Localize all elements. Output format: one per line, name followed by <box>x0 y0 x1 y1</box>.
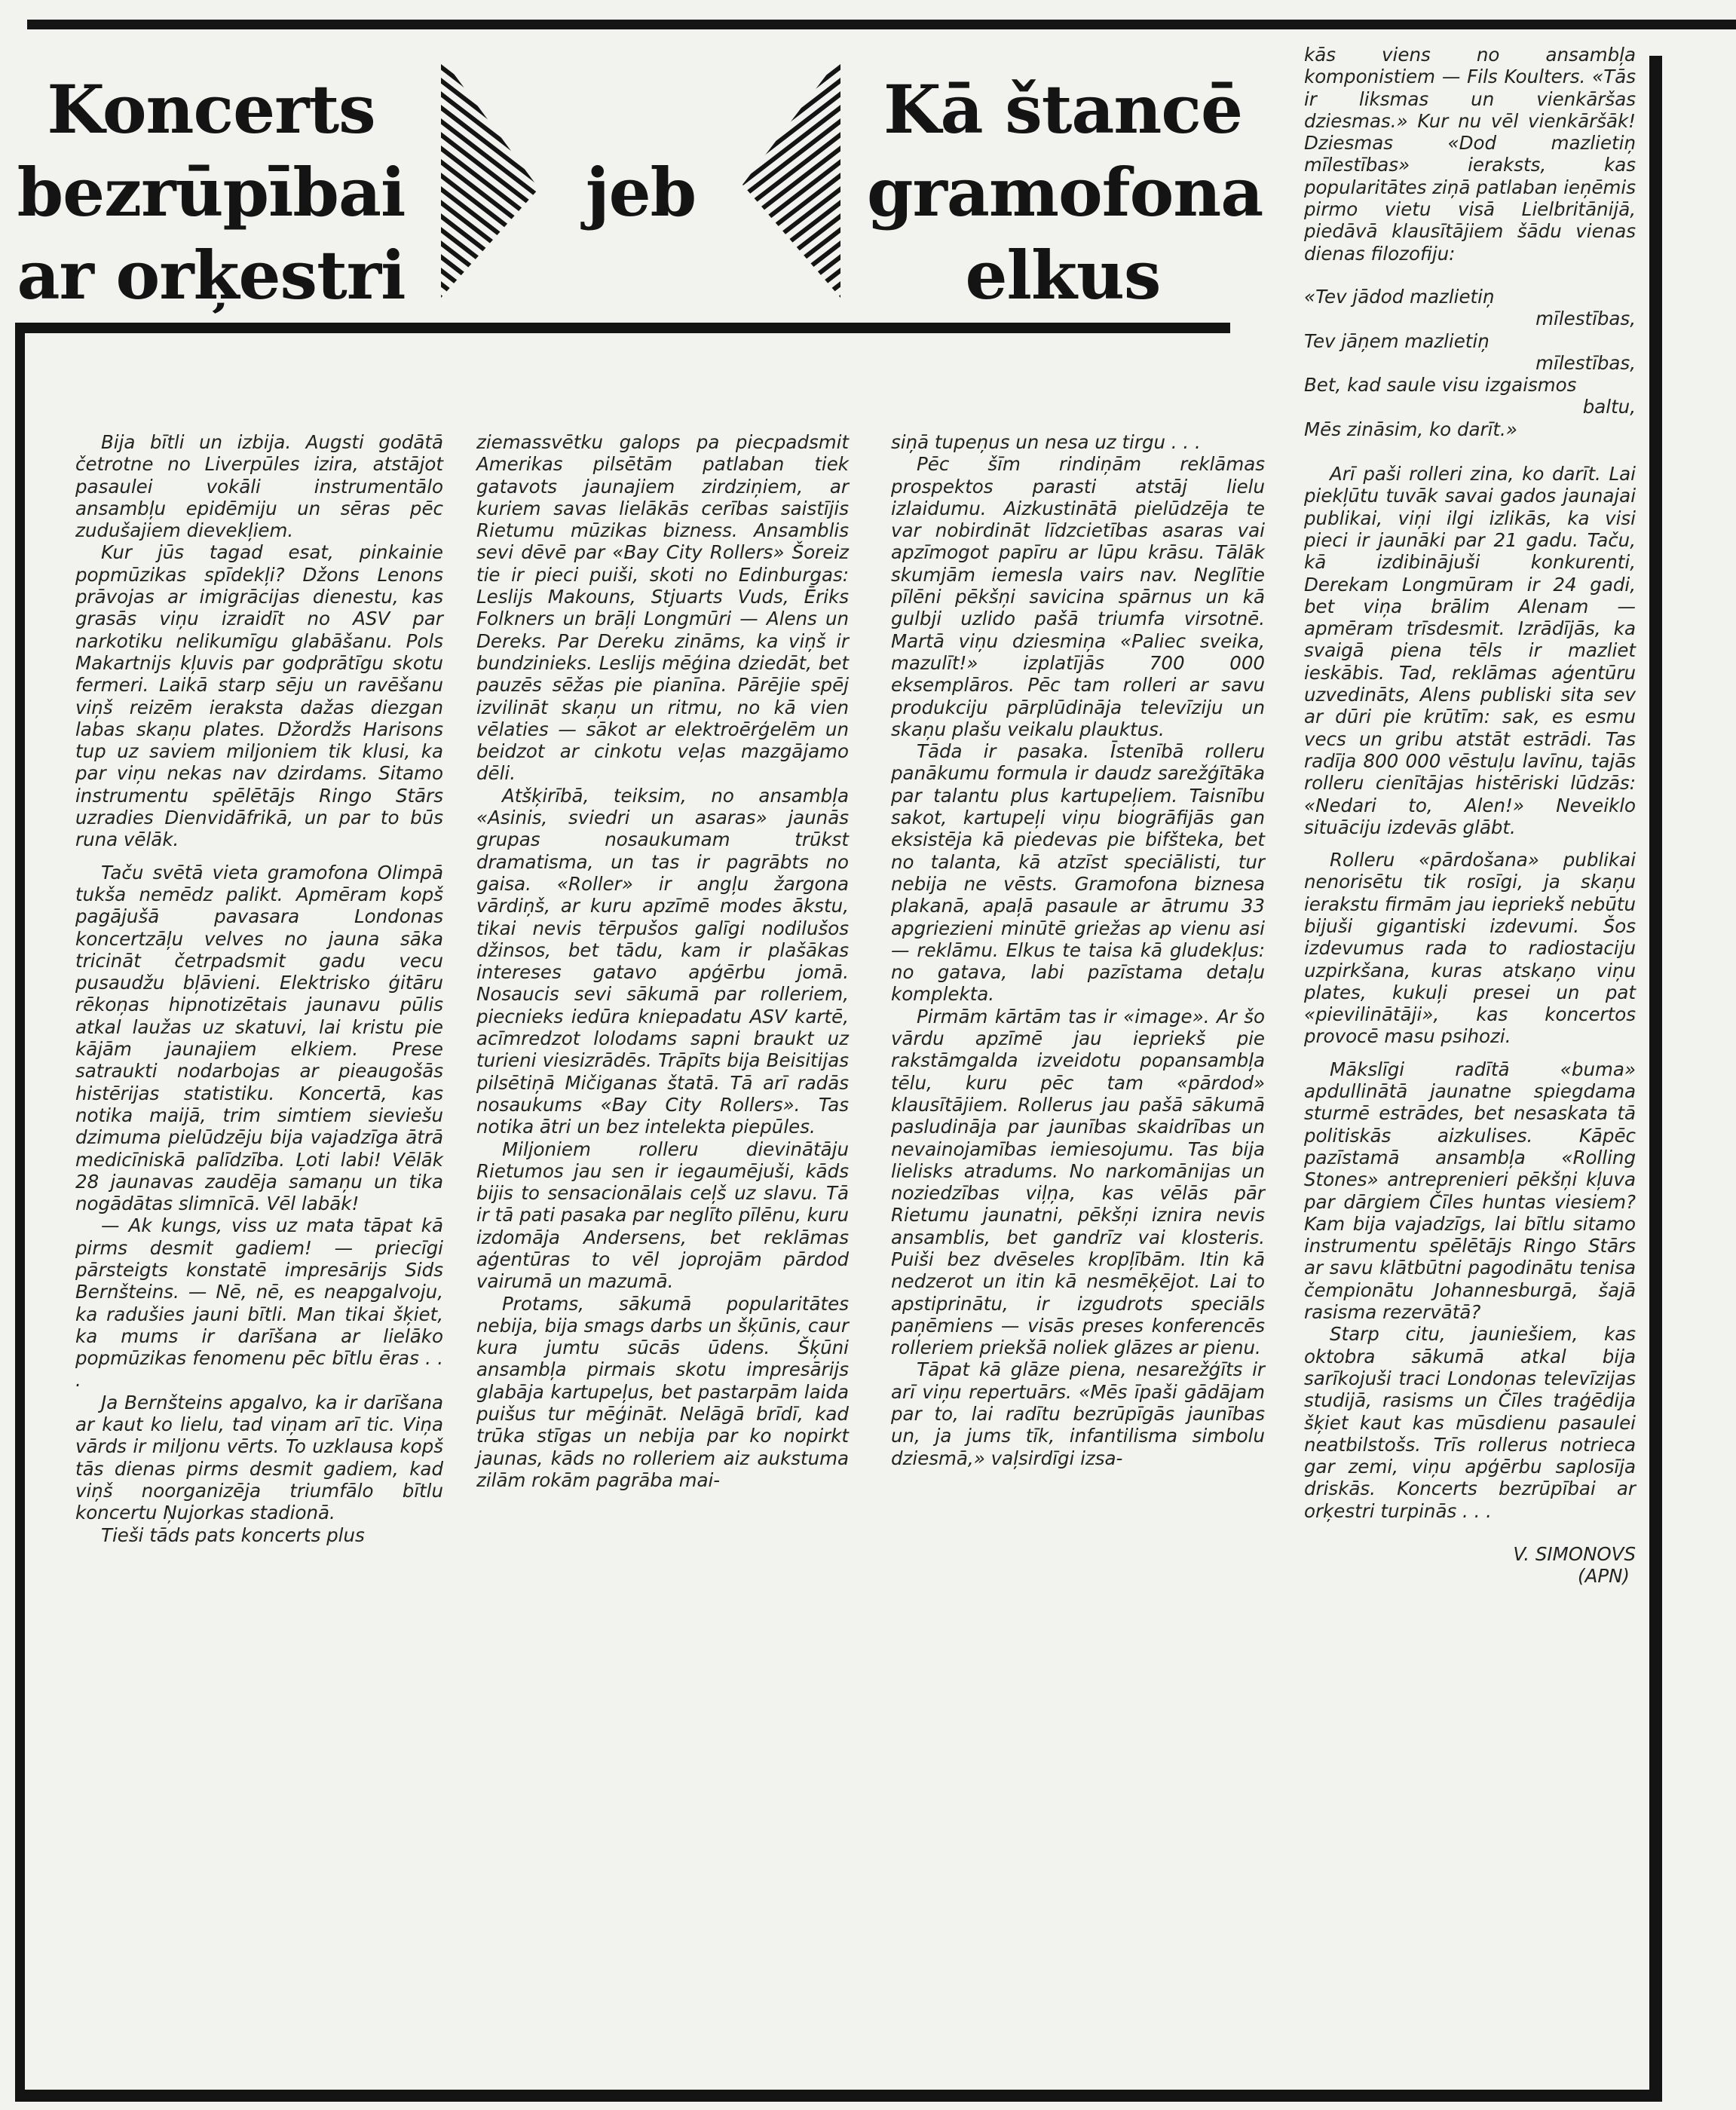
article-column-1 <box>75 431 443 1546</box>
top-rule <box>27 20 1736 29</box>
paragraph: — Ak kungs, viss uz mata tāpat kā pirms desmit gadiem! — priecīgi pārsteigts konstatē impresārijs Sids Bernšteins. — Nē, nē, es neapgalvoju, ka radušies jauni bītli. Man tikai šķiet, ka mums ir darīšana ar lielāko popmūzikas fenomenu pēc bītlu ēras . . . <box>75 1214 443 1392</box>
paragraph: Starp citu, jauniešiem, kas oktobra sākumā atkal bija sarīkojuši traci Londonas televīzijas studijā, rasisms un Čīles traģēdija šķiet kaut kas mūsdienu pasaulei neatbilstošs. Trīs rollerus notrieca gar zemi, viņu apģērbu saplosīja driskās. Koncerts bezrūpībai ar orķestri turpinās . . . <box>1304 1323 1636 1522</box>
paragraph: Tieši tāds pats koncerts plus <box>101 1524 365 1546</box>
headline-right-line: Kā štancē <box>883 70 1242 149</box>
song-quote <box>1304 286 1636 440</box>
headline-middle-word: jeb <box>585 153 697 231</box>
song-line: Tev jāņem mazlietiņ <box>1304 329 1490 352</box>
article-column-3 <box>891 431 1265 1469</box>
paragraph: Kur jūs tagad esat, pinkainie popmūzikas spīdekļi? Džons Lenons prāvojas ar imigrācijas dienestu, kas grasās viņu izraidīt no ASV par narkotiku nelikumīgu glabāšanu. Pols Makartnijs kļuvis par godprātīgu skotu fermeri. Laikā starp sēju un ravēšanu viņš reizēm ieraksta dažas diezgan labas skaņu plates. Džordžs Harisons tup uz saviem miljoniem tik klusi, ka par viņu nekas nav dzirdams. Sitamo instrumentu spēlētājs Ringo Stārs uzradies Dienvidāfrikā, un par to būs runa vēlāk. <box>75 541 443 851</box>
paragraph: Bija bītli un izbija. Augsti godātā četrotne no Liverpūles izira, atstājot pasaulei vokāli instrumentālo ansambļu epidēmiju un sēras pēc zudušajiem dievekļiem. <box>75 431 443 542</box>
paragraph: Protams, sākumā popularitātes nebija, bija smags darbs un šķūnis, caur kura jumtu sūcās ūdens. Šķūni ansambļa pirmais skotu impresārijs glabāja kartupeļus, bet pastarpām laida puišus tur mēģināt. Nelāgā brīdī, kad trūka stīgas un nebija par ko nopirkt jaunas, kāds no rolleriem aiz aukstuma zilām rokām pagrāba mai- <box>476 1292 849 1491</box>
paragraph: Mākslīgi radītā «buma» apdullinātā jaunatne spiegdama sturmē estrādes, bet nesaskata tā politiskās aizkulises. Kāpēc pazīstamā ansambļa «Rolling Stones» antreprenieri pēkšņi kļuva par dārgiem Čīles huntas viesiem? Kam bija vajadzīgs, lai bītlu sitamo instrumentu spēlētājs Ringo Stārs ar savu klātbūtni pagodinātu tenisa čempionātu Johannesburgā, šajā rasisma rezervātā? <box>1304 1058 1636 1324</box>
song-line: mīlestības, <box>1535 351 1636 374</box>
frame-right-border <box>1649 56 1662 2102</box>
paragraph: kās viens no ansambļa komponistiem — Fils Koulters. «Tās ir liksmas un vienkāršas dziesmas.» Kur nu vēl vienkāršāk! Dziesmas «Dod mazlietiņ mīlestības» ieraksts, kas popularitātes ziņā patlaban ieņēmis pirmo vietu visā Lielbritānijā, piedāvā klausītājiem šādu vienas dienas filozofiju: <box>1304 44 1636 265</box>
byline <box>1304 1543 1636 1588</box>
paragraph: Miljoniem rolleru dievinātāju Rietumos jau sen ir iegaumējuši, kāds bijis to sensacionālais ceļš uz slavu. Tā ir tā pati pasaka par neglīto pīlēnu, kuru izdomāja Andersens, bet reklāmas aģentūras to vēl joprojām pārdod vairumā un mazumā. <box>476 1138 849 1293</box>
paragraph: Atšķirībā, teiksim, no ansambļa «Asinis, sviedri un asaras» jaunās grupas nosaukumam trūkst dramatisma, un tas ir pagrābts no gaisa. «Roller» ir angļu žargona vārdiņš, ar kuru apzīmē modes ākstu, tikai nevis tērpušos galīgi nodilušos džinsos, bet tādu, kam ir plašākas intereses gatavo apģērbu jomā. Nosaucis sevi sākumā par rolleriem, piecnieks iedūra kniepadatu ASV kartē, acīmredzot lolodams sapni braukt uz turieni viesizrādēs. Trāpīts bija Beisitijas pilsētiņā Mičiganas štatā. Tā arī radās nosaukums «Bay City Rollers». Tas notika ātri un bez intelekta piepūles. <box>476 784 849 1138</box>
paragraph: Tāpat kā glāze piena, nesarežģīts ir arī viņu repertuārs. «Mēs īpaši gādājam par to, lai radītu bezrūpīgās jaunības un, ja jums tīk, infantilisma simbolu dziesmā,» vaļsirdīgi izsa- <box>891 1358 1265 1469</box>
headline-left-line: bezrūpībai <box>17 153 406 231</box>
paragraph: Rolleru «pārdošana» publikai nenorisētu tik rosīgi, ja skaņu ierakstu firmām jau iepriekš nebūtu bijuši gigantiski izdevumi. Šos izdevumus rada to radiostaciju uzpirkšana, kuras atskaņo viņu plates, kukuļi presei un pat «pievilinātāji», kas koncertos provocē masu psihozi. <box>1304 849 1636 1048</box>
frame-left-border <box>15 323 25 2102</box>
decorative-stripes-left <box>433 57 539 298</box>
paragraph: Pēc šīm rindiņām reklāmas prospektos parasti atstāj lielu izlaidumu. Aizkustinātā pielūdzēja te var nobirdināt līdzcietības asaras vai apzīmogot papīru ar lūpu krāsu. Tālāk skumjām iemesla vairs nav. Neglītie pīlēni pēkšņi savicina spārnus un kā gulbji uzlido pašā triumfa virsotnē. Martā viņu dziesmiņa «Paliec sveika, mazulīt!» izplatījās 700 000 eksemplāros. Pēc tam rolleri ar savu produkciju pārplūdināja televīziju un skaņu plašu veikalu plauktus. <box>891 453 1265 740</box>
paragraph: Pirmām kārtām tas ir «image». Ar šo vārdu apzīmē jau iepriekš pie rakstāmgalda izveidotu popansambļa tēlu, kuru pēc tam «pārdod» klausītājiem. Rollerus jau pašā sākumā pasludināja par jaunības skaidrības un nevainojamības iemiesojumu. Tas bija lielisks atradums. No narkomānijas un noziedzības viļņa, kas vēlās pār Rietumu jaunatni, pēkšņi iznira nevis ansamblis, bet gandrīz vai klosteris. Puiši bez dvēseles kropļībām. Itin kā nedzerot un itin kā nesmēķējot. Lai to apstiprinātu, ir izgudrots speciāls paņēmiens — visās preses konferencēs rolleriem priekšā noliek glāzes ar pienu. <box>891 1005 1265 1359</box>
song-line: «Tev jādod mazlietiņ <box>1304 285 1495 308</box>
author-name: V. SIMONOVS <box>1513 1543 1636 1565</box>
song-line: mīlestības, <box>1535 308 1636 330</box>
song-line: Bet, kad saule visu izgaismos <box>1304 374 1577 397</box>
news-agency: (APN) <box>1578 1565 1630 1588</box>
song-line: baltu, <box>1582 396 1636 418</box>
paragraph: Arī paši rolleri zina, ko darīt. Lai piekļūtu tuvāk savai gados jaunajai publikai, viņi ilgi izlikās, ka visi pieci ir jaunāki par 21 gadu. Taču, kā izdibinājuši konkurenti, Derekam Longmūram ir 24 gadi, bet viņa brālim Alenam — apmēram trīsdesmit. Izrādījās, ka svaigā piena tēls ir mazliet ieskābis. Tad, reklāmas aģentūru uzvedināts, Alens publiski sita sev ar dūri pie krūtīm: sak, es esmu vecs un gribu atstāt estrādi. Tas radīja 800 000 vēstuļu lavīnu, tajās rolleru cienītājas histēriski lūdzās: «Nedari to, Alen!» Neveiklo situāciju izdevās glābt. <box>1304 463 1636 838</box>
headline-middle <box>573 151 709 234</box>
paragraph: Ja Bernšteins apgalvo, ka ir darīšana ar kaut ko lielu, tad viņam arī tic. Viņa vārds ir miljonu vērts. To uzklausa kopš tās dienas pirms desmit gadiem, kad viņš noorganizēja triumfālo bītlu koncertu Ņujorkas stadionā. <box>75 1391 443 1524</box>
headline-left-line: ar orķestri <box>17 236 406 314</box>
decorative-stripes-right <box>742 57 848 298</box>
headline-right-line: gramofona <box>867 153 1263 231</box>
frame-top-border <box>15 323 1230 333</box>
article-column-2 <box>476 431 849 1491</box>
headline-left <box>15 68 407 317</box>
frame-bottom-border <box>15 2090 1662 2102</box>
paragraph: Taču svētā vieta gramofona Olimpā tukša nemēdz palikt. Apmēram kopš pagājušā pavasara Londonas koncertzāļu velves no jauna sāka tricināt četrpadsmit gadu vecu pusaudžu bļāvieni. Elektrisko ģitāru rēkoņas hipnotizētais jaunavu pūlis atkal laužas uz skatuvi, lai kristu pie kājām jaunajiem elkiem. Prese satraukti nodarbojas ar pieaugošās histērijas statistiku. Koncertā, kas notika maijā, trim simtiem sieviešu dzimuma pielūdzēju bija vajadzīga ātrā medicīniskā palīdzība. Ļoti labi! Vēlāk 28 jaunavas zaudēja samaņu un tika nogādātas slimnīcā. Vēl labāk! <box>75 861 443 1215</box>
paragraph: Tāda ir pasaka. Īstenībā rolleru panākumu formula ir daudz sarežģītāka par talantu plus kartupeļiem. Taisnību sakot, kartupeļi viņu biogrāfijās gan eksistēja kā piedevas pie bifšteka, bet no talanta, kā atzīst speciālisti, tur nebija ne vēsts. Gramofona biznesa plakanā, apaļā pasaule ar ātrumu 33 apgriezieni minūtē griežas ap vienu asi — reklāmu. Elkus te taisa kā gludekļus: no gatava, labi pazīstama detaļu komplekta. <box>891 740 1265 1006</box>
headline-right <box>867 68 1263 317</box>
headline-left-line: Koncerts <box>47 70 375 149</box>
paragraph: siņā tupeņus un nesa uz tirgu . . . <box>891 431 1201 453</box>
song-line: Mēs zināsim, ko darīt.» <box>1304 418 1517 440</box>
headline-right-line: elkus <box>965 236 1161 314</box>
article-column-4 <box>1304 44 1636 1588</box>
paragraph: ziemassvētku galops pa piecpadsmit Amerikas pilsētām patlaban tiek gatavots jaunajiem zirdziņiem, ar kuriem savas lielākās cerības saistījis Rietumu mūzikas bizness. Ansamblis sevi dēvē par «Bay City Rollers» Šoreiz tie ir pieci puiši, skoti no Edinburgas: Leslijs Makouns, Stjuarts Vuds, Ēriks Folkners un brāļi Longmūri — Alens un Dereks. Par Dereku zināms, ka viņš ir bundzinieks. Leslijs mēģina dziedāt, bet pauzēs sēžas pie pianīna. Pārējie spēj izvilināt skaņu un ritmu, no kā vien vēlaties — sākot ar elektroērģelēm un beidzot ar cinkotu veļas mazgājamo dēli. <box>476 431 849 785</box>
